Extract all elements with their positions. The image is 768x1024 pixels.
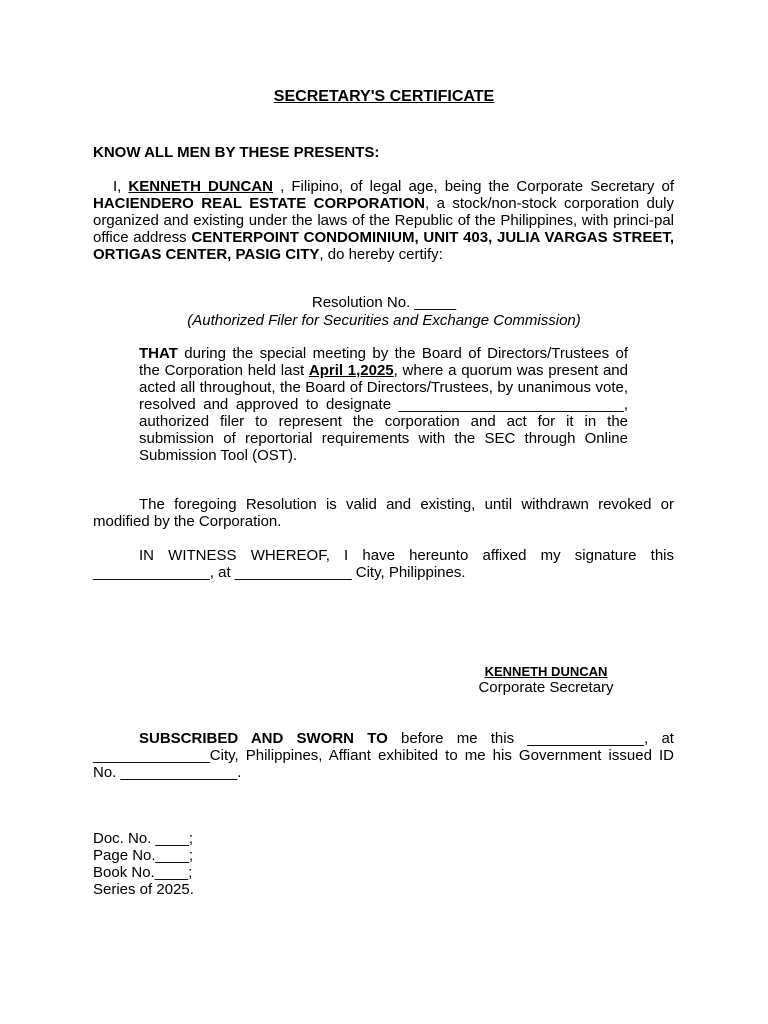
secretary-name: KENNETH DUNCAN — [128, 178, 273, 195]
page-number: Page No.____; — [93, 847, 194, 864]
resolution-subtitle: (Authorized Filer for Securities and Exchange Commission) — [187, 312, 581, 329]
series-year: Series of 2025. — [93, 881, 194, 898]
foregoing-paragraph — [93, 496, 674, 530]
intro-paragraph — [93, 178, 674, 263]
that-lead: THAT — [139, 345, 178, 362]
that-text1: during the special meeting by the Board of Directors/Trustees of the Corporation held last — [139, 345, 628, 379]
sworn-paragraph — [93, 730, 674, 781]
signatory-name: KENNETH DUNCAN — [484, 664, 608, 679]
intro-pre: I, — [113, 178, 129, 195]
sworn-text: before me this ______________, at ______________City, Philippines, Affiant exhibited to me his Government issued ID No. ______________. — [93, 730, 674, 781]
know-all-heading: KNOW ALL MEN BY THESE PRESENTS: — [93, 144, 380, 161]
resolution-number: Resolution No. _____ — [311, 294, 457, 311]
corporation-name: HACIENDERO REAL ESTATE CORPORATION — [93, 195, 426, 212]
office-address: CENTERPOINT CONDOMINIUM, UNIT 403, JULIA VARGAS STREET, ORTIGAS CENTER, PASIG CITY — [93, 229, 674, 263]
that-text2: , where a quorum was present and acted all throughout, the Board of Directors/Trustees, by unanimous vote, resolved and approved to designate ___________________________, authorized filer to represent the corporation and act for it in the submission of reportorial requirements with the SEC through Online Submission Tool (OST). — [139, 362, 628, 464]
notarial-details — [93, 830, 194, 898]
resolution-body — [139, 345, 628, 464]
intro-mid1: , Filipino, of legal age, being the Corporate Secretary of — [273, 178, 674, 195]
book-number: Book No.____; — [93, 864, 193, 881]
witness-text: IN WITNESS WHEREOF, I have hereunto affixed my signature this ______________, at ______________ City, Philippines. — [93, 547, 674, 581]
document-title: SECRETARY'S CERTIFICATE — [273, 88, 495, 105]
doc-number: Doc. No. ____; — [93, 830, 194, 847]
intro-mid2: , a stock/non-stock corporation duly organized and existing under the laws of the Republic of the Philippines, with princi-pal office address — [93, 195, 674, 246]
meeting-date: April 1,2025 — [308, 362, 394, 379]
intro-end: , do hereby certify: — [319, 246, 443, 263]
signatory-title: Corporate Secretary — [478, 679, 614, 696]
witness-paragraph — [93, 547, 674, 581]
foregoing-text: The foregoing Resolution is valid and existing, until withdrawn revoked or modified by the Corporation. — [93, 496, 674, 530]
sworn-lead: SUBSCRIBED AND SWORN TO — [139, 730, 388, 747]
